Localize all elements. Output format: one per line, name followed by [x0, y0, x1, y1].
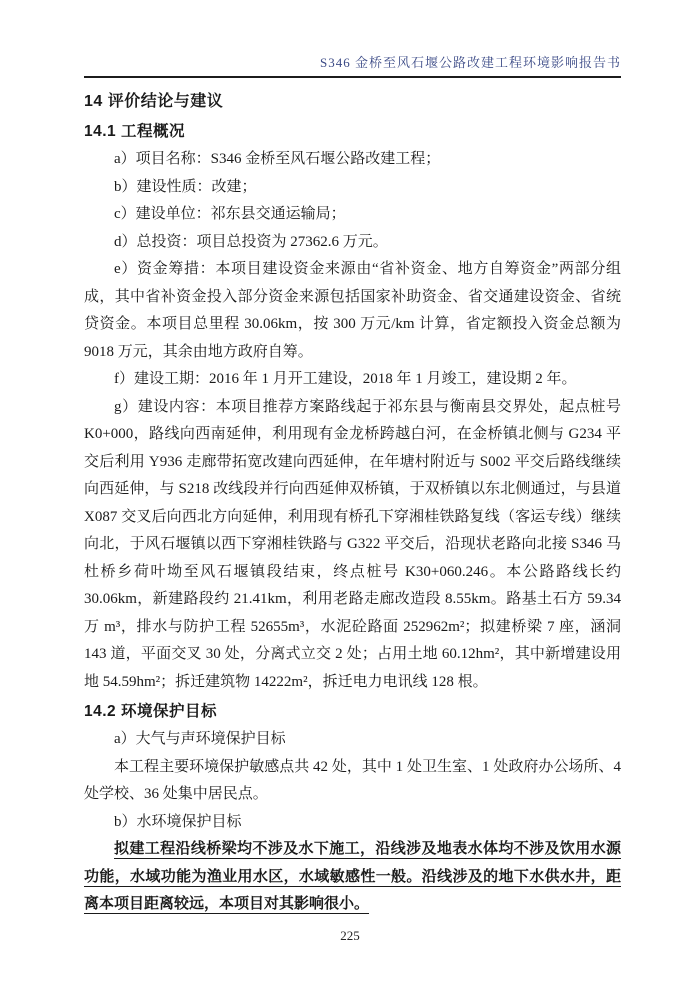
list-item-construction-nature: b）建设性质：改建； [114, 178, 257, 195]
list-item-funding: e）资金筹措：本项目建设资金来源由“省补资金、地方自筹资金”两部分组成，其中省补资金投入部分资金来源包括国家补助资金、省交通建设资金、省统贷资金。本项目总里程 30.06km，按 300 万元/km 计算，省定额投入资金总额为 9018 万元，其余由地方政府自筹。 [84, 261, 621, 360]
list-item-air-noise-target: a）大气与声环境保护目标 [114, 731, 286, 747]
section-heading-14-1: 14.1 工程概况 [84, 123, 185, 140]
list-item-construction-period: f）建设工期：2016 年 1 月开工建设，2018 年 1 月竣工，建设期 2 年。 [114, 371, 577, 387]
paragraph-sensitive-points: 本工程主要环境保护敏感点共 42 处，其中 1 处卫生室、1 处政府办公场所、4 处学校、36 处集中居民点。 [84, 758, 621, 802]
list-item-total-investment: d）总投资：项目总投资为 27362.6 万元。 [114, 233, 388, 250]
page-number: 225 [340, 928, 360, 943]
list-item-construction-content: g）建设内容：本项目推荐方案路线起于祁东县与衡南县交界处，起点桩号 K0+000，路线向西南延伸，利用现有金龙桥跨越白河，在金桥镇北侧与 G234 平交后利用 Y936 走廊带拓宽改建向西延伸，在年塘村附近与 S002 平交后路线继续向西延伸，与 S218 改线段并行向西延伸双桥镇，于双桥镇以东北侧通过，与县道 X087 交叉后向西北方向延伸，利用现有桥孔下穿湘桂铁路复线（客运专线）继续向北，于风石堰镇以西下穿湘桂铁路与 G322 平交后，沿现状老路向北接 S346 马杜桥乡荷叶坳至风石堰镇段结束，终点桩号 K30+060.246。本公路路线长约 30.06km，新建路段约 21.41km，利用老路走廊改造段 8.55km。路基土石方 59.34 万 m³，排水与防护工程 52655m³，水泥砼路面 252962m²；拟建桥梁 7 座，涵洞 143 道，平面交叉 30 处，分离式立交 2 处；占用土地 60.12hm²，其中新增建设用地 54.59hm²；拆迁建筑物 14222m²，拆迁电力电讯线 128 根。 [84, 398, 621, 690]
list-item-water-target: b）水环境保护目标 [114, 813, 242, 830]
list-item-construction-unit: c）建设单位：祁东县交通运输局； [114, 206, 346, 222]
chapter-heading: 14 评价结论与建议 [84, 93, 224, 110]
running-header: S346 金桥至风石堰公路改建工程环境影响报告书 [84, 52, 621, 78]
paragraph-water-protection: 拟建工程沿线桥梁均不涉及水下施工，沿线涉及地表水体均不涉及饮用水源功能，水域功能为渔业用水区，水域敏感性一般。沿线涉及的地下水供水井，距离本项目距离较远，本项目对其影响很小。 [84, 841, 621, 912]
section-heading-14-2: 14.2 环境保护目标 [84, 703, 217, 720]
list-item-project-name: a）项目名称：S346 金桥至风石堰公路改建工程； [114, 151, 441, 167]
document-body [84, 84, 621, 919]
